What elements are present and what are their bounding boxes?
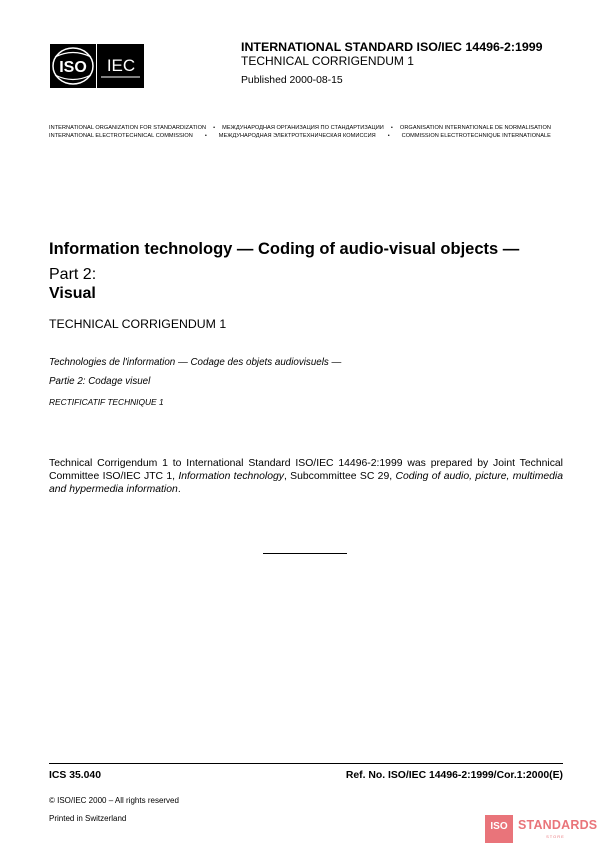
watermark-text: STANDARDS [518, 818, 598, 832]
iso-logo [50, 44, 96, 88]
watermark-badge [485, 815, 513, 843]
footer-rule [49, 763, 563, 764]
french-title: Technologies de l'information — Codage des objets audiovisuels — [49, 357, 342, 368]
document-title: Information technology — Coding of audio-visual objects — [49, 240, 520, 258]
organizations-row-2 [49, 132, 551, 140]
section-divider [263, 553, 347, 554]
org-iec-fr: COMMISSION ELECTROTECHNIQUE INTERNATIONALE [401, 133, 551, 139]
reference-number: Ref. No. ISO/IEC 14496-2:1999/Cor.1:2000(E) [345, 770, 563, 781]
printed-in: Printed in Switzerland [49, 814, 127, 823]
standard-title: INTERNATIONAL STANDARD ISO/IEC 14496-2:1999 [241, 40, 543, 54]
org-iso-fr: ORGANISATION INTERNATIONALE DE NORMALISATION [399, 125, 551, 131]
bullet: • [390, 125, 393, 131]
org-iso-ru: МЕЖДУНАРОДНАЯ ОРГАНИЗАЦИЯ ПО СТАНДАРТИЗАЦИИ [222, 125, 384, 131]
body-text-segment: , Subcommittee SC 29, [283, 471, 396, 482]
technical-corrigendum-heading: TECHNICAL CORRIGENDUM 1 [49, 317, 227, 331]
org-iso-en: INTERNATIONAL ORGANIZATION FOR STANDARDIZATION [49, 125, 207, 131]
body-italic-segment: Information technology [178, 471, 284, 482]
part-label: Part 2: [49, 266, 97, 283]
iec-logo-text: IEC [106, 56, 136, 75]
copyright-notice: © ISO/IEC 2000 – All rights reserved [49, 796, 179, 805]
org-iec-en: INTERNATIONAL ELECTROTECHNICAL COMMISSION [49, 133, 193, 139]
iso-logo-text: ISO [59, 59, 87, 76]
organizations-row-1 [49, 124, 551, 132]
bullet: • [387, 133, 390, 139]
published-date: Published 2000-08-15 [241, 75, 343, 86]
organizations-strip [49, 124, 551, 140]
ics-code: ICS 35.040 [49, 770, 101, 781]
standards-store-watermark [485, 815, 598, 843]
part-name: Visual [49, 285, 96, 302]
iec-logo [97, 44, 144, 88]
french-rectificatif: RECTIFICATIF TECHNIQUE 1 [49, 397, 164, 407]
foreword-paragraph [49, 457, 563, 496]
body-italic-segment: Coding of audio, picture, multimedia and hypermedia information [49, 471, 563, 495]
org-iec-ru: МЕЖДУНАРОДНАЯ ЭЛЕКТРОТЕХНИЧЕСКАЯ КОМИССИЯ [218, 133, 376, 139]
french-part: Partie 2: Codage visuel [49, 376, 151, 387]
watermark-subtext: STORE [546, 834, 565, 839]
corrigendum-label: TECHNICAL CORRIGENDUM 1 [241, 54, 414, 68]
body-text-segment: Technical Corrigendum 1 to International Standard ISO/IEC 14496-2:1999 was prepared by Joint Technical Committee ISO/IEC JTC 1, [49, 458, 563, 482]
bullet: • [213, 125, 216, 131]
bullet: • [204, 133, 207, 139]
watermark-badge-text: ISO [490, 821, 508, 832]
body-text-segment: . [177, 484, 181, 495]
